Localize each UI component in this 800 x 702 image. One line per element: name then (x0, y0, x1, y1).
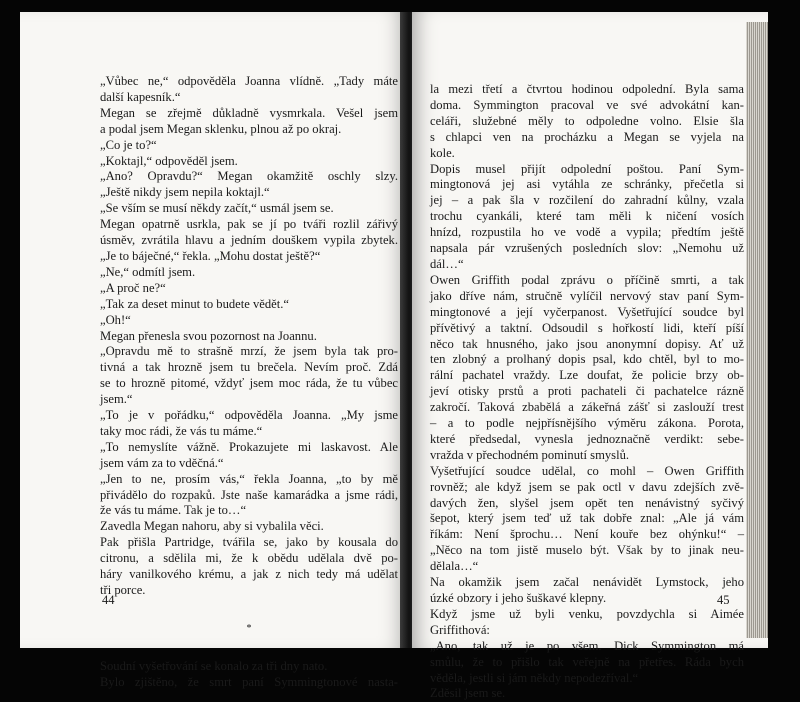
text-line: citronu, a sdělila mi, že k obědu udělala dvě po- (100, 551, 398, 566)
text-line: tři porce. (100, 583, 146, 597)
text-line: „Tak za deset minut to budete vědět.“ (100, 296, 289, 311)
text-line: Vyšetřující soudce udělal, co mohl – Owen Griffith (430, 463, 744, 478)
text-line: „To nemyslíte vážně. Prokazujete mi laskavost. Ale (100, 439, 398, 454)
text-line: „Koktajl,“ odpověděl jsem. (100, 153, 238, 168)
text-line: úzké obzory i jeho šuškavé klepny. (430, 591, 607, 605)
text-line: „Je to báječné,“ řekla. „Mohu dostat ještě?“ (100, 248, 321, 263)
text-line: jej – a pak šla v rozčilení do zahradní kůlny, vzala (430, 193, 744, 208)
right-page-number: 45 (717, 593, 730, 607)
text-line: přívětivý a taktní. Odsoudil s hořkostí lidi, kteří píší (430, 320, 744, 335)
section-separator: * (246, 622, 252, 634)
text-line: Griffithová: (430, 622, 490, 637)
text-line: další kapesník.“ (100, 89, 181, 104)
text-line: „Ještě nikdy jsem nepila koktajl.“ (100, 185, 270, 200)
text-line: vražda v přechodném pominutí smyslů. (430, 447, 630, 462)
text-line: davých žen, slyšel jsem opět ten nenávistný syčivý (430, 495, 744, 510)
right-page-text (430, 82, 744, 702)
text-line: „Opravdu mě to strašně mrzí, že jsem byla tak pro- (100, 344, 398, 359)
text-line: jsem.“ (100, 392, 133, 407)
text-line: „Ano, tak už je po všem. Dick Symmington má (430, 638, 744, 653)
left-page (20, 12, 406, 689)
text-line: „Oh!“ (100, 312, 131, 327)
text-line: zakročí. Taková zbabělá a zákeřná zášť si zaslouží trest (430, 400, 744, 415)
text-line: říkám: Není šprochu… Není kouře bez ohýnku!“ – (430, 527, 744, 542)
text-line: se to hrozně pitomé, vždyť jsem moc ráda, že tu vůbec (100, 376, 398, 391)
text-line: Zavedla Megan nahoru, aby si vybalila věci. (100, 519, 324, 534)
text-line: rální pachatel vraždy. Lze doufat, že policie brzy ob- (430, 368, 744, 383)
text-line: které předsedal, vynesla jednoznačně verdikt: sebe- (430, 431, 744, 446)
text-line: la mezi třetí a čtvrtou hodinou odpolední. Byla sama (430, 82, 744, 96)
text-line: Zděsil jsem se. (430, 686, 506, 701)
text-line: Megan se zřejmě důkladně vysmrkala. Vešel jsem (100, 105, 398, 120)
text-line: smůlu, že to přišlo tak veřejně na přetřes. Ráda bych (430, 654, 744, 669)
text-line: jeví otisky prstů a proti pachateli či pachatelce rázně (430, 384, 744, 399)
text-line: – a to podle nejpřísnějšího výměru zákona. Porota, (430, 416, 744, 431)
text-line: jako dříve nám, stručně vylíčil nervový stav paní Sym- (430, 288, 744, 303)
text-line: dál…“ (430, 256, 464, 271)
text-line: Když jsme už byli venku, povzdychla si Aimée (430, 606, 744, 621)
page-edges (746, 22, 768, 638)
text-line: „A proč ne?“ (100, 280, 166, 295)
open-book (14, 12, 786, 701)
text-line: a podal jsem Megan sklenku, plnou až po okraj. (100, 121, 342, 136)
text-line: Pak přišla Partridge, tvářila se, jako by kousala do (100, 535, 398, 550)
text-line: tivná a tak hrozně jsem tu brečela. Nevím proč. Zdá (100, 360, 398, 375)
text-line: Soudní vyšetřování se konalo za tři dny nato. (100, 658, 328, 673)
text-line: kole. (430, 145, 455, 160)
text-line: celáři, služebné měly to odpoledne volno. Elsie šla (430, 113, 744, 128)
text-line: „Něco na tom jistě muselo být. Však by to jinak neu- (430, 543, 744, 558)
text-line: Megan přenesla svou pozornost na Joannu. (100, 328, 317, 343)
text-line: „Jen to ne, prosím vás,“ řekla Joanna, „to by mě (100, 471, 398, 486)
text-line: úsměv, zvrátila hlavu a jedním douškem vypila zbytek. (100, 233, 398, 248)
text-line: že vás tu máme. Tak je to…“ (100, 503, 247, 518)
text-line: rovněž; ale když jsem se pak octl v davu zdejších zvě- (430, 479, 744, 494)
text-line: s chlapci ven na procházku a Megan se vyjela na (430, 129, 744, 144)
text-line: hnízd, rozpustila ho ve vodě a vypila; předtím ještě (430, 225, 744, 240)
left-page-text (100, 74, 398, 691)
text-line: Dopis musel přijít odpolední poštou. Paní Sym- (430, 161, 744, 176)
right-page (412, 12, 768, 701)
text-line: mingtonová jej asi vytáhla ze schránky, přečetla si (430, 177, 744, 192)
text-line: trochu cyankáli, které tam měli k ničení vosích (430, 209, 744, 224)
text-line: ten zlobný a prolhaný dopis psal, kdo chtěl, byl to mo- (430, 352, 744, 367)
text-line: přivádělo do rozpaků. Jste naše kamarádka a jsme rádi, (100, 487, 398, 502)
text-line: Megan opatrně usrkla, pak se jí po tváři rozlil zářivý (100, 217, 398, 232)
text-line: „Co je to?“ (100, 137, 157, 152)
text-line: jsem vám za to vděčná.“ (100, 455, 224, 470)
text-line: doma. Symmington pracoval ve své advokátní kan- (430, 97, 744, 112)
text-line: háry vanilkového krému, a jak z nich tedy má udělat (100, 567, 398, 582)
text-line: napsala pár vzrušených posledních slov: „Nemohu už (430, 241, 744, 256)
text-line: věděla, jestli si jám někdy nepodezříval.“ (430, 670, 639, 685)
text-line: mingtonové a její vyčerpanost. Vyšetřující soudce byl (430, 304, 744, 319)
text-line: „Ne,“ odmítl jsem. (100, 264, 196, 279)
text-line: Na okamžik jsem začal nenávidět Lymstock, jeho (430, 575, 744, 590)
text-line: něco tak hnusného, jako jsou anonymní dopisy. Ať už (430, 336, 744, 351)
text-line: taky moc rádi, že vás tu máme.“ (100, 423, 263, 438)
text-line: „Vůbec ne,“ odpověděla Joanna vlídně. „Tady máte (100, 74, 398, 88)
text-line: dělala…“ (430, 559, 479, 574)
text-line: „Ano? Opravdu?“ Megan okamžitě oschly slzy. (100, 169, 398, 184)
text-line: šepot, který jsem teď už tak dobře znal: „Ale já vám (430, 511, 744, 526)
left-page-number: 44 (102, 593, 115, 607)
text-line: Owen Griffith podal zprávu o příčině smrti, a tak (430, 272, 744, 287)
text-line: Bylo zjištěno, že smrt paní Symmingtonové nasta- (100, 674, 398, 689)
text-line: „Se vším se musí někdy začít,“ usmál jsem se. (100, 201, 334, 216)
text-line: „To je v pořádku,“ odpověděla Joanna. „My jsme (100, 408, 398, 423)
